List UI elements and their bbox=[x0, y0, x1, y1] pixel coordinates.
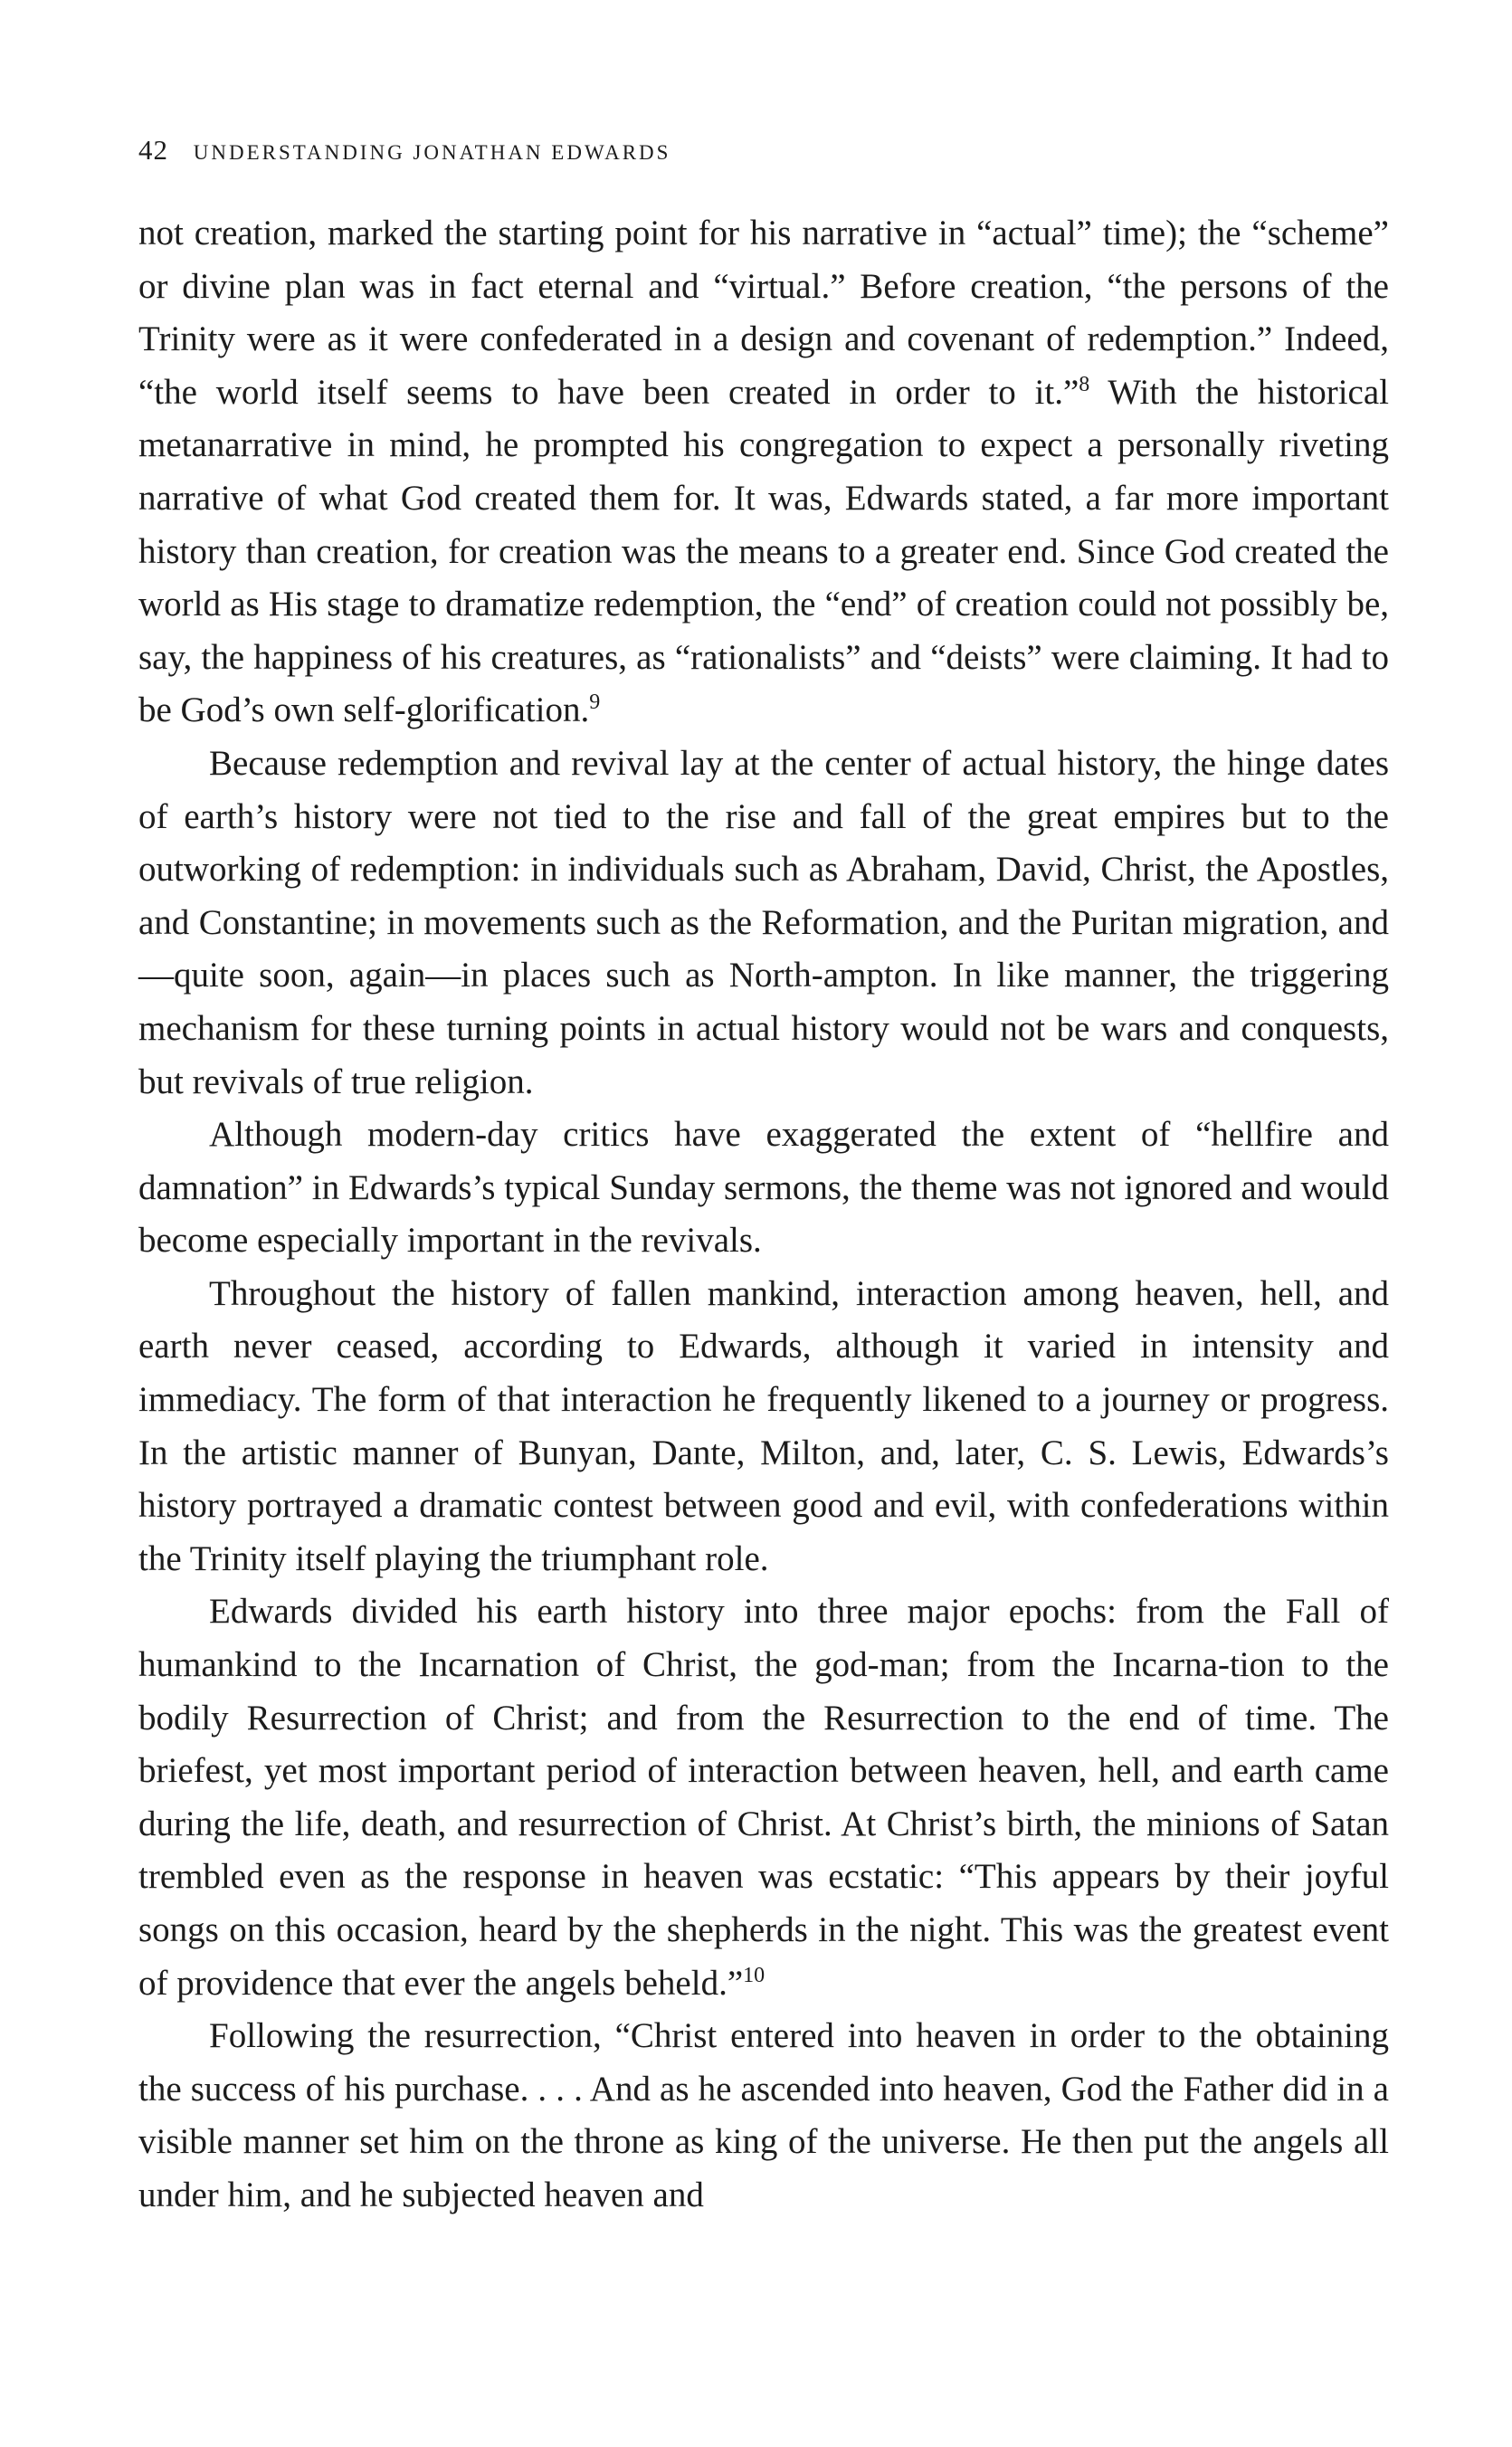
paragraph-text: Throughout the history of fallen mankind, interaction among heaven, hell, and earth never ceased, according to Edwards, although it varied in intensity and immediacy. The form of that interaction he frequently likened to a journey or progress. In the artistic manner of Bunyan, Dante, Milton, and, later, C. S. Lewis, Edwards’s history portrayed a dramatic contest between good and evil, with confederations within the Trinity itself playing the triumphant role. bbox=[138, 1273, 1389, 1578]
paragraph-text: Edwards divided his earth history into three major epochs: from the Fall of humankind to the Incarnation of Christ, the god-man; from the Incarna-tion to the bodily Resurrection of Christ; and from the Resurrection to the end of time. The briefest, yet most important period of interaction between heaven, hell, and earth came during the life, death, and resurrection of Christ. At Christ’s birth, the minions of Satan trembled even as the response in heaven was ecstatic: “This appears by their joyful songs on this occasion, heard by the shepherds in the night. This was the greatest event of providence that ever the angels beheld.” bbox=[138, 1592, 1389, 2003]
paragraph bbox=[138, 738, 1389, 1109]
paragraph-text: Following the resurrection, “Christ entered into heaven in order to the obtaining the success of his purchase. . . . And as he ascended into heaven, God the Father did in a visible manner set him on the throne as king of the universe. He then put the angels all under him, and he subjected heaven and bbox=[138, 2016, 1389, 2214]
paragraph bbox=[138, 207, 1389, 738]
paragraph-text: Because redemption and revival lay at the center of actual history, the hinge dates of earth’s history were not tied to the rise and fall of the great empires but to the outworking of redemption: in individuals such as Abraham, David, Christ, the Apostles, and Constantine; in movements such as the Reformation, and the Puritan migration, and—quite soon, again—in places such as North-ampton. In like manner, the triggering mechanism for these turning points in actual history would not be wars and conquests, but revivals of true religion. bbox=[138, 743, 1389, 1101]
running-head bbox=[138, 126, 670, 177]
body-text bbox=[138, 207, 1389, 2223]
paragraph-text: Although modern-day critics have exaggerated the extent of “hellfire and damnation” in Edwards’s typical Sunday sermons, the theme was not ignored and would become especially important in the revivals. bbox=[138, 1115, 1389, 1261]
paragraph-text: not creation, marked the starting point for his narrative in “actual” time); the “scheme” or divine plan was in fact eternal and “virtual.” Before creation, “the persons of the Trinity were as it were confederated in a design and covenant of redemption.” Indeed, “the world itself seems to have been created in order to it.” bbox=[138, 214, 1389, 412]
paragraph bbox=[138, 2010, 1389, 2222]
paragraph bbox=[138, 1109, 1389, 1268]
footnote-marker[interactable]: 10 bbox=[743, 1963, 766, 1987]
paragraph bbox=[138, 1268, 1389, 1586]
page-number: 42 bbox=[138, 134, 168, 166]
paragraph bbox=[138, 1585, 1389, 2010]
running-title: UNDERSTANDING JONATHAN EDWARDS bbox=[193, 141, 671, 164]
footnote-marker[interactable]: 9 bbox=[589, 690, 601, 715]
paragraph-text: With the historical metanarrative in mind, he prompted his congregation to expect a personally riveting narrative of what God created them for. It was, Edwards stated, a far more important history than creation, for creation was the means to a greater end. Since God created the world as His stage to dramatize redemption, the “end” of creation could not possibly be, say, the happiness of his creatures, as “rationalists” and “deists” were claiming. It had to be God’s own self-glorification. bbox=[138, 372, 1389, 730]
footnote-marker[interactable]: 8 bbox=[1079, 372, 1090, 396]
